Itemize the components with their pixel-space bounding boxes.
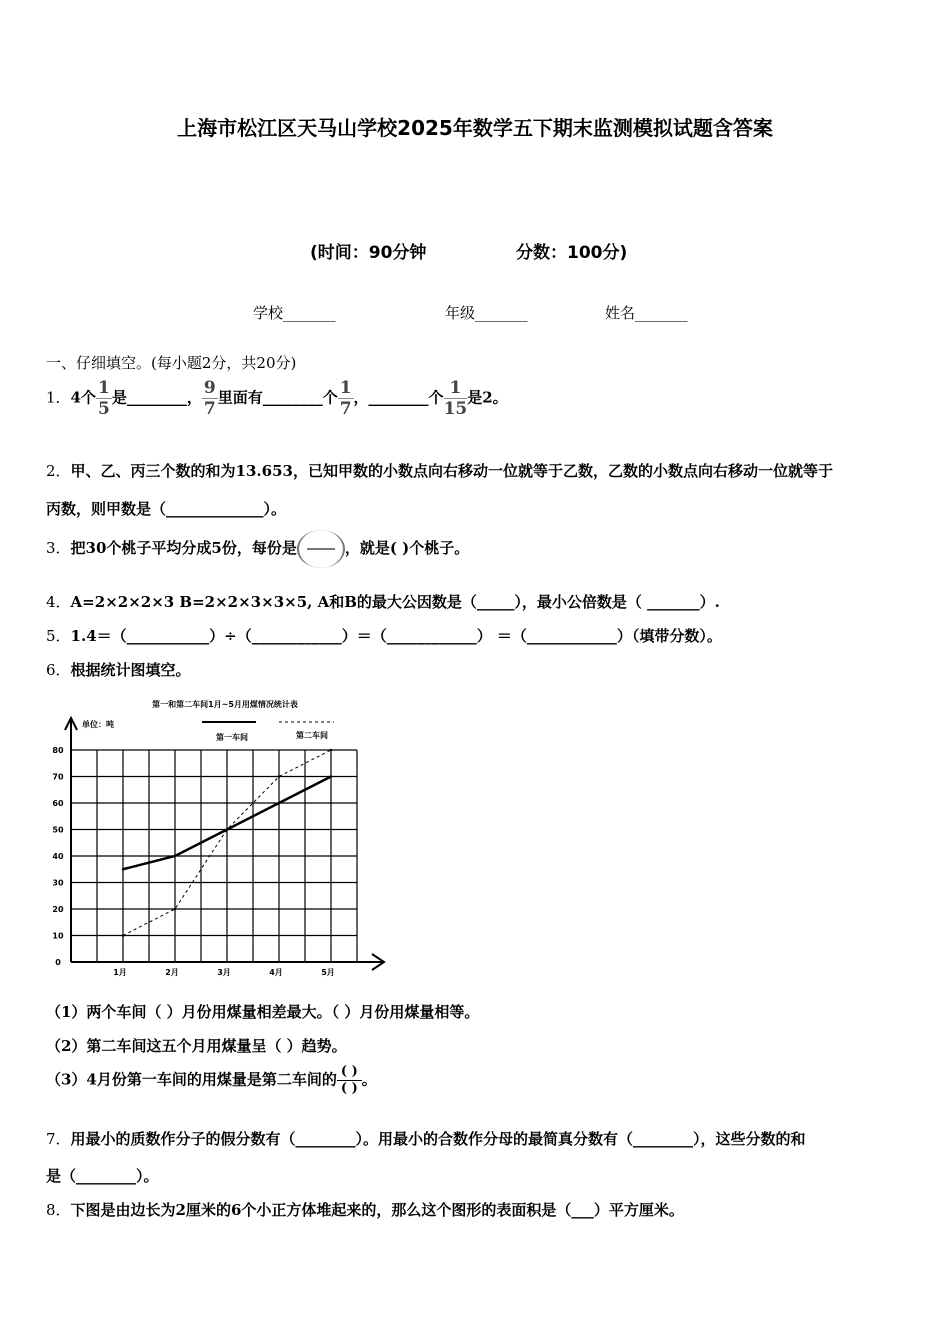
q-text: 用最小的质数作分子的假分数有（________）。用最小的合数作分母的最简真分数有（________），这些分数的和 <box>70 1130 806 1148</box>
question-6-1: （1）两个车间（ ）月份用煤量相差最大。（ ）月份用煤量相等。 <box>46 1003 480 1021</box>
legend-label-1: 第一车间 <box>216 733 248 742</box>
data-point <box>174 908 177 911</box>
q-number: 2． <box>46 462 71 480</box>
denominator: 7 <box>339 399 352 419</box>
chart-title: 第一和第二车间1月~5月用煤情况统计表 <box>152 700 298 709</box>
question-3 <box>46 530 469 568</box>
y-tick-label: 70 <box>52 772 64 782</box>
question-8 <box>46 1199 684 1220</box>
x-tick-label: 5月 <box>321 968 335 977</box>
y-tick-label: 60 <box>52 799 64 808</box>
q-text: ，________个 <box>353 388 444 407</box>
name-field: 姓名_______ <box>605 304 688 322</box>
numerator: ( ) <box>337 1064 362 1081</box>
q-text: 。 <box>361 1070 377 1089</box>
y-tick-label: 0 <box>55 958 61 967</box>
exam-score: 分数：100分) <box>516 243 628 263</box>
exam-time: (时间：90分钟 <box>310 243 427 263</box>
question-7 <box>46 1128 806 1149</box>
q-number: 3． <box>46 539 71 557</box>
data-point <box>122 868 125 871</box>
denominator: 7 <box>203 399 216 419</box>
x-tick-label: 3月 <box>217 968 231 977</box>
question-4 <box>46 591 720 612</box>
data-point <box>330 749 333 752</box>
y-tick-label: 10 <box>52 931 64 941</box>
data-point <box>278 775 281 778</box>
data-point <box>122 934 125 937</box>
legend-label-2: 第二车间 <box>296 731 328 740</box>
fraction-blank <box>297 530 345 568</box>
school-field: 学校_______ <box>253 304 336 322</box>
section-heading: 一、仔细填空。(每小题2分，共20分) <box>46 354 297 372</box>
q-number: 7． <box>46 1130 71 1148</box>
denominator: ( ) <box>340 1081 358 1096</box>
x-tick-label: 4月 <box>269 968 283 977</box>
grade-field: 年级_______ <box>445 304 528 322</box>
y-tick-label: 40 <box>52 852 64 861</box>
q-number: 4． <box>46 593 71 611</box>
q-text: 是2。 <box>467 388 508 407</box>
y-tick-label: 30 <box>52 878 64 888</box>
fraction <box>338 378 354 419</box>
question-6 <box>46 659 191 680</box>
data-point <box>174 855 177 858</box>
question-6-3 <box>46 1064 377 1097</box>
q-number: 8． <box>46 1201 71 1219</box>
data-point <box>226 828 229 831</box>
q-text: 把30个桃子平均分成5份，每份是 <box>70 539 297 557</box>
denominator: 5 <box>97 399 110 419</box>
q-text: A=2×2×2×3 B=2×2×3×3×5, A和B的最大公因数是（_____），最小公倍数是（ _______）. <box>70 593 720 611</box>
fraction <box>444 378 468 419</box>
fraction <box>202 378 218 419</box>
q-text: （3）4月份第一车间的用煤量是第二车间的 <box>46 1070 337 1089</box>
y-tick-label: 80 <box>52 746 64 755</box>
q-text: 甲、乙、丙三个数的和为13.653，已知甲数的小数点向右移动一位就等于乙数，乙数的小数点向右移动一位就等于 <box>70 462 833 480</box>
numerator: 1 <box>339 378 352 398</box>
q-text: 里面有________个 <box>217 388 338 407</box>
x-tick-label: 2月 <box>165 968 179 977</box>
question-2 <box>46 460 833 481</box>
x-tick-label: 1月 <box>113 968 127 977</box>
question-7-cont: 是（________）。 <box>46 1167 159 1185</box>
data-point <box>278 802 281 805</box>
page-title: 上海市松江区天马山学校2025年数学五下期末监测模拟试题含答案 <box>177 116 773 140</box>
coal-usage-chart <box>50 690 400 980</box>
numerator: 1 <box>444 378 468 399</box>
fraction <box>96 378 112 419</box>
q-number: 6． <box>46 661 71 679</box>
q-text: ，就是( )个桃子。 <box>344 539 470 557</box>
q-number: 1． <box>46 388 71 407</box>
denominator: 15 <box>443 399 468 419</box>
q-text: 1.4＝（___________）÷（____________）＝（____________） ＝（____________）（填带分数）。 <box>70 627 722 645</box>
data-point <box>330 775 333 778</box>
question-1 <box>46 378 508 419</box>
q-text: 根据统计图填空。 <box>70 661 191 679</box>
q-text: 4个 <box>70 388 96 407</box>
y-tick-label: 20 <box>52 905 64 914</box>
q-number: 5． <box>46 627 71 645</box>
chart-unit: 单位：吨 <box>82 720 114 729</box>
fraction-blank <box>337 1064 362 1097</box>
q-text: 是________， <box>111 388 202 407</box>
question-2-cont: 丙数，则甲数是（_____________）。 <box>46 500 287 518</box>
question-5 <box>46 625 722 646</box>
question-6-2: （2）第二车间这五个月用煤量呈（ ）趋势。 <box>46 1037 347 1055</box>
y-tick-label: 50 <box>52 825 64 835</box>
numerator: 9 <box>203 378 216 398</box>
q-text: 下图是由边长为2厘米的6个小正方体堆起来的，那么这个图形的表面积是（___）平方厘米。 <box>70 1201 684 1219</box>
numerator: 1 <box>97 378 110 398</box>
